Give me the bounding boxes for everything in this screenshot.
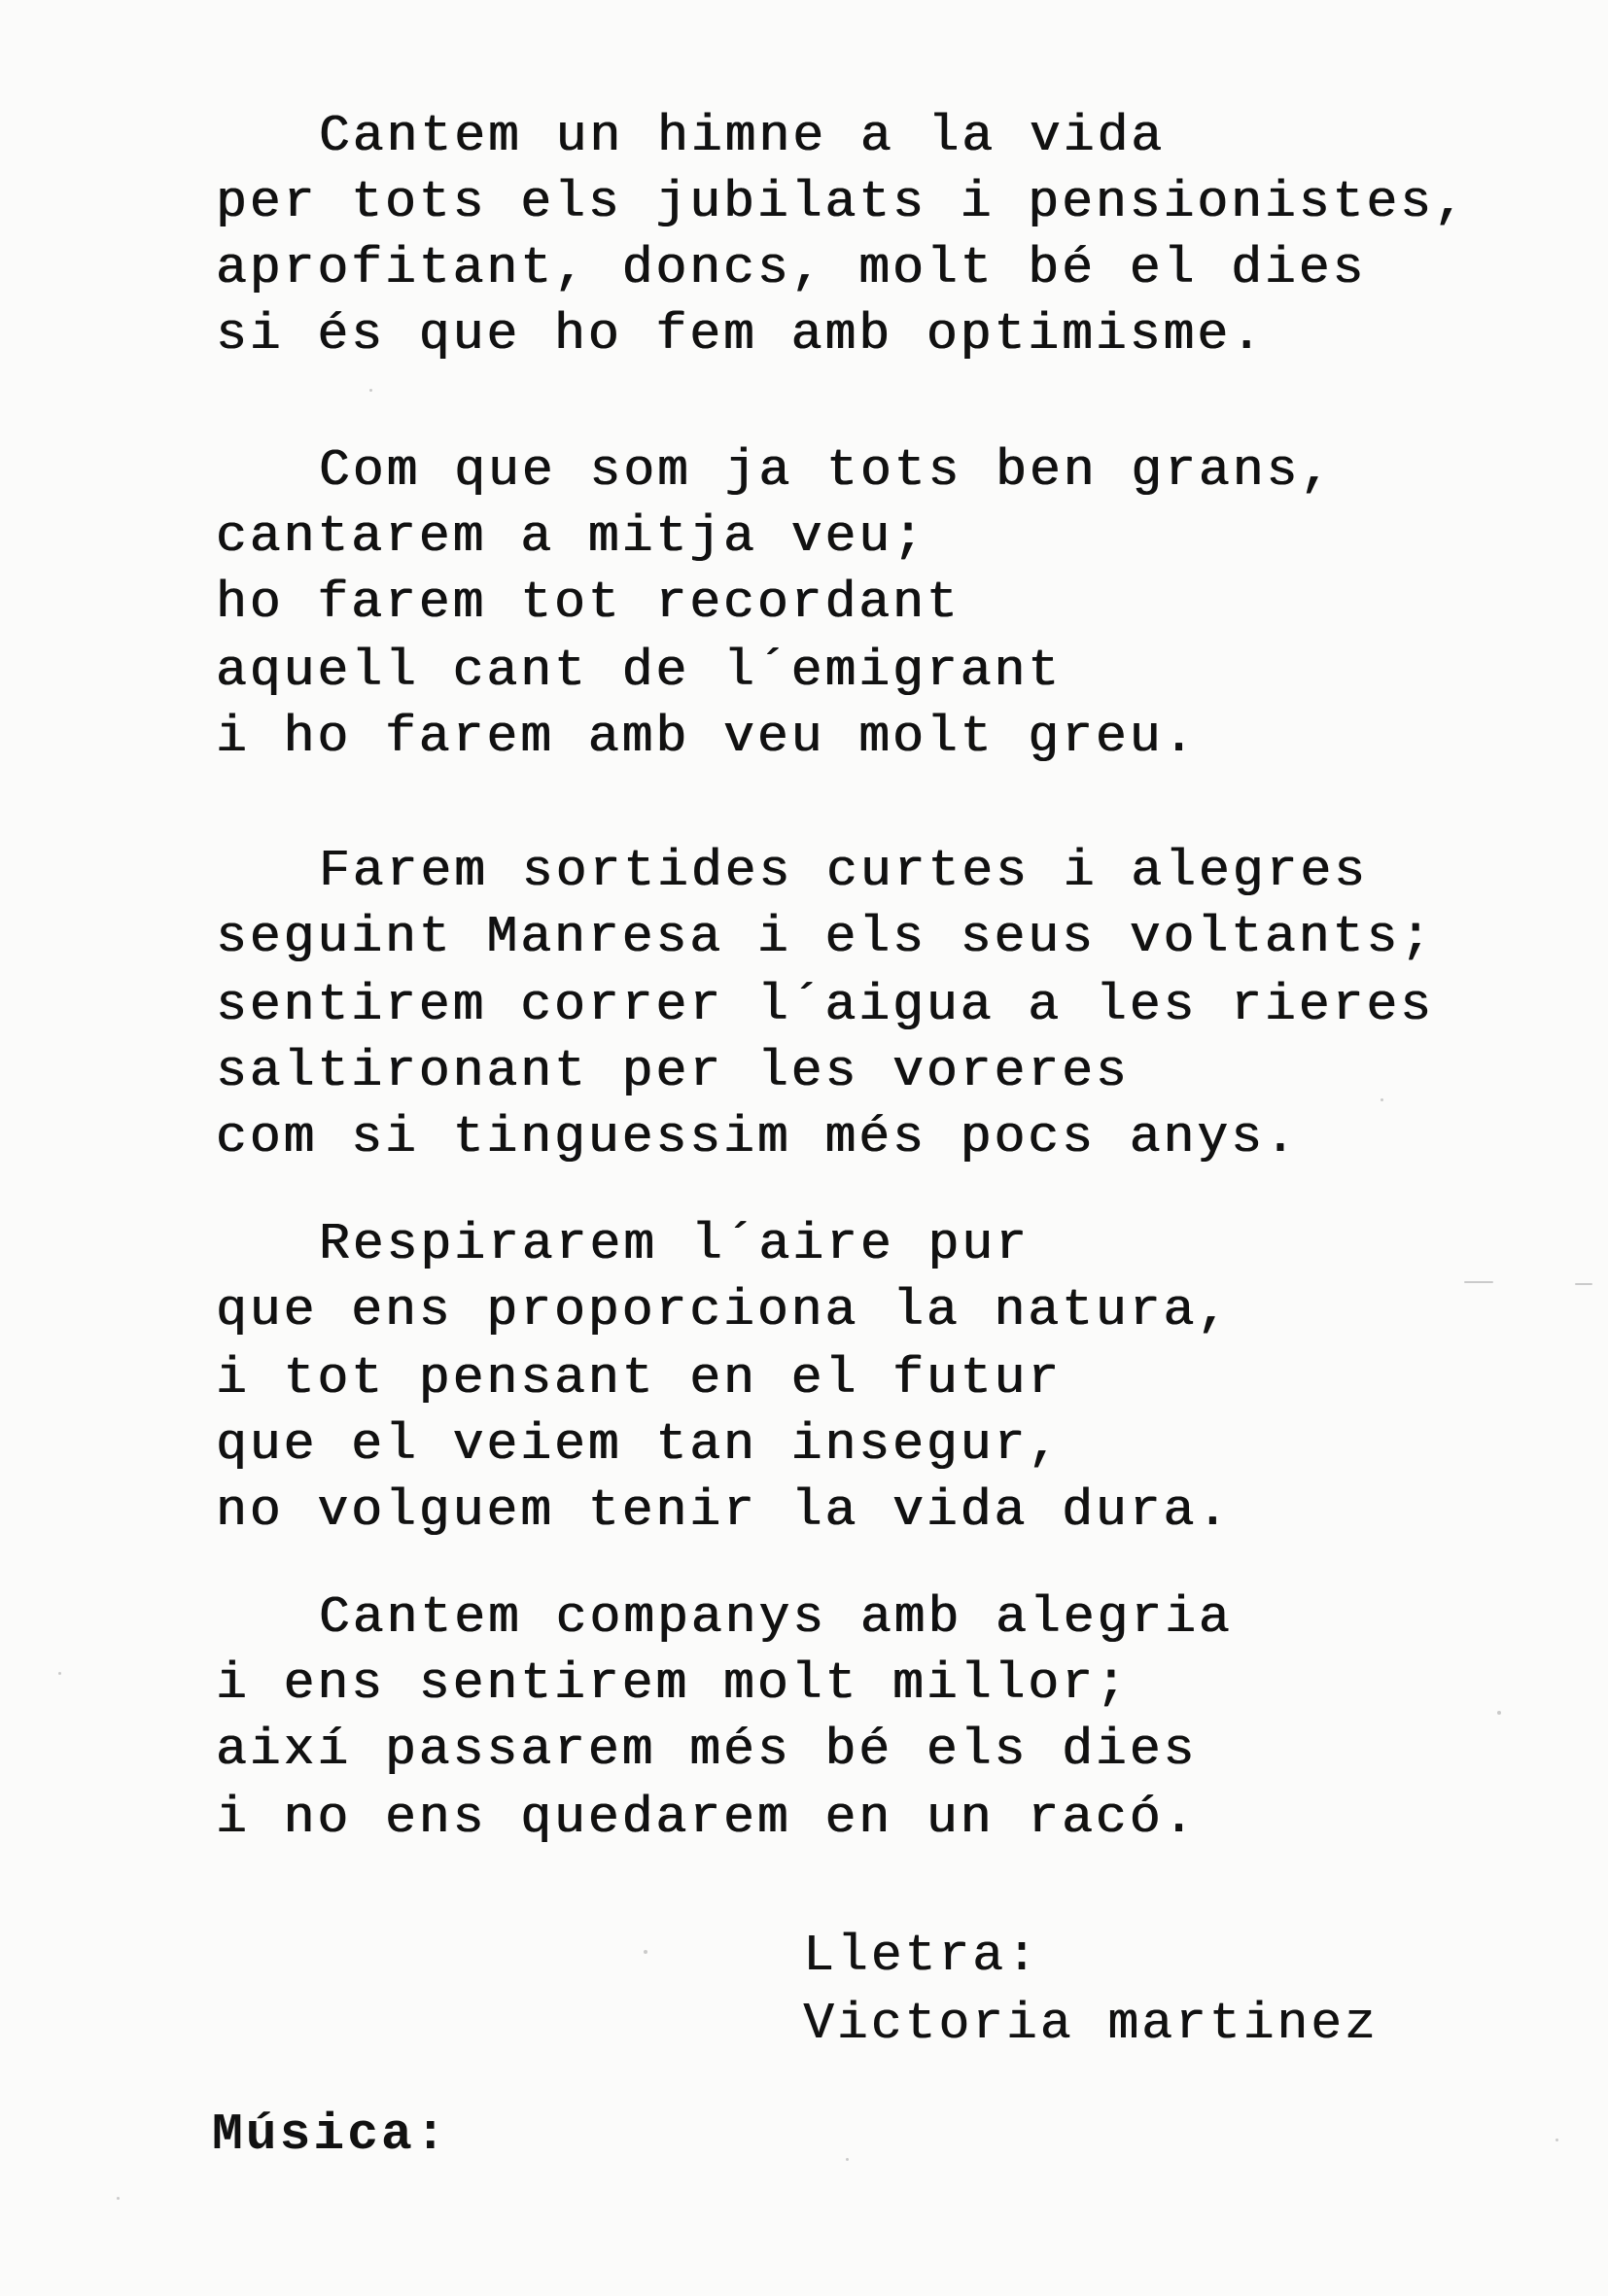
stanza-1-line-1: Cantem un himne a la vida bbox=[319, 107, 1166, 165]
music-label: Música: bbox=[212, 2105, 449, 2164]
paper-speck bbox=[846, 2158, 849, 2161]
stanza-2-line-4: aquell cant de l´emigrant bbox=[216, 642, 1063, 700]
stanza-3-line-2: seguint Manresa i els seus voltants; bbox=[216, 908, 1434, 966]
stanza-4-line-4: que el veiem tan insegur, bbox=[216, 1415, 1063, 1474]
stanza-5-line-2: i ens sentirem molt millor; bbox=[216, 1654, 1130, 1713]
stanza-5-line-1: Cantem companys amb alegria bbox=[319, 1588, 1233, 1647]
paper-speck bbox=[1497, 1711, 1501, 1715]
paper-speck bbox=[117, 2197, 120, 2200]
lyrics-author: Victoria martinez bbox=[803, 1995, 1379, 2053]
stanza-1-line-4: si és que ho fem amb optimisme. bbox=[216, 305, 1265, 364]
paper-speck bbox=[1381, 1098, 1383, 1101]
paper-speck bbox=[58, 1672, 61, 1675]
stanza-2-line-1: Com que som ja tots ben grans, bbox=[319, 441, 1335, 500]
stanza-5-line-3: així passarem més bé els dies bbox=[216, 1721, 1198, 1779]
stanza-4-line-5: no volguem tenir la vida dura. bbox=[216, 1481, 1232, 1540]
stanza-5-line-4: i no ens quedarem en un racó. bbox=[216, 1789, 1198, 1847]
paper-speck bbox=[1575, 1283, 1592, 1285]
lyrics-label: Lletra: bbox=[803, 1927, 1040, 1985]
stanza-1-line-3: aprofitant, doncs, molt bé el dies bbox=[216, 239, 1367, 297]
paper-speck bbox=[1464, 1281, 1493, 1283]
stanza-3-line-1: Farem sortides curtes i alegres bbox=[319, 842, 1368, 900]
stanza-3-line-3: sentirem correr l´aigua a les rieres bbox=[216, 976, 1434, 1034]
stanza-1-line-2: per tots els jubilats i pensionistes, bbox=[216, 173, 1468, 231]
paper-speck bbox=[644, 1950, 647, 1954]
stanza-4-line-3: i tot pensant en el futur bbox=[216, 1349, 1063, 1408]
stanza-2-line-3: ho farem tot recordant bbox=[216, 574, 961, 632]
stanza-3-line-5: com si tinguessim més pocs anys. bbox=[216, 1108, 1299, 1166]
stanza-2-line-2: cantarem a mitja veu; bbox=[216, 507, 926, 566]
stanza-3-line-4: saltironant per les voreres bbox=[216, 1042, 1130, 1100]
stanza-2-line-5: i ho farem amb veu molt greu. bbox=[216, 708, 1198, 766]
stanza-4-line-1: Respirarem l´aire pur bbox=[319, 1215, 1030, 1273]
paper-speck bbox=[1556, 2139, 1558, 2141]
stanza-4-line-2: que ens proporciona la natura, bbox=[216, 1281, 1232, 1339]
paper-speck bbox=[369, 389, 372, 392]
